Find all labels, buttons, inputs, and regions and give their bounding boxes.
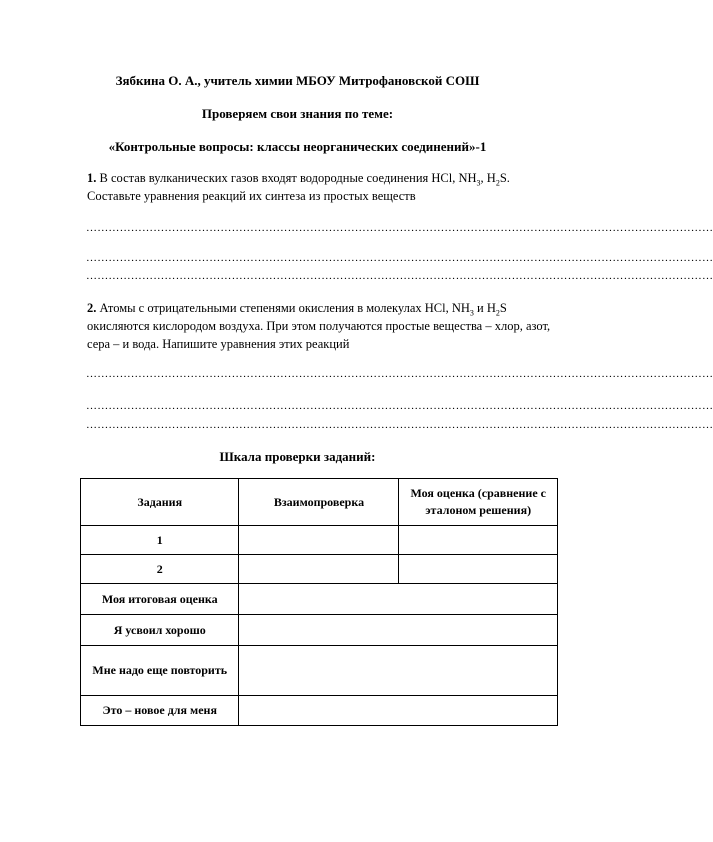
table-header-cell: Задания xyxy=(81,479,239,526)
scale-title: Шкала проверки заданий: xyxy=(219,449,376,464)
answer-line[interactable]: …………………………………………………………………………………………………………………………………………………… xyxy=(86,222,713,234)
table-row xyxy=(81,584,558,615)
answer-line[interactable]: …………………………………………………………………………………………………………………………………………………… xyxy=(86,252,713,264)
answer-line[interactable]: …………………………………………………………………………………………………………………………………………………… xyxy=(86,368,713,380)
table-row xyxy=(81,696,558,726)
subtitle: Проверяем свои знания по теме: xyxy=(201,106,394,121)
answer-line[interactable]: …………………………………………………………………………………………………………………………………………………… xyxy=(86,270,713,282)
summary-label: Моя итоговая оценка xyxy=(81,584,239,615)
summary-label: Мне надо еще повторить xyxy=(81,646,239,696)
question-number: 2. xyxy=(87,301,97,315)
assessment-table xyxy=(80,478,558,726)
self-score-cell[interactable] xyxy=(399,526,558,555)
summary-label: Это – новое для меня xyxy=(81,696,239,726)
topic-title: «Контрольные вопросы: классы неорганических соединений»-1 xyxy=(108,139,487,154)
question-number: 1. xyxy=(87,171,97,185)
summary-label: Я усвоил хорошо xyxy=(81,615,239,646)
table-row xyxy=(81,555,558,584)
table-row xyxy=(81,526,558,555)
summary-value-cell[interactable] xyxy=(239,646,558,696)
answer-line[interactable]: …………………………………………………………………………………………………………………………………………………… xyxy=(86,419,713,431)
question-1: 1. В состав вулканических газов входят водородные соединения HCl, $NH_3$, $H_2S$. Составьте уравнения реакций их синтеза из простых веществ xyxy=(87,171,510,203)
peer-check-cell[interactable] xyxy=(239,526,399,555)
table-header-row xyxy=(81,479,558,526)
task-number: 1 xyxy=(81,526,239,555)
author-line: Зябкина О. А., учитель химии МБОУ Митрофановской СОШ xyxy=(115,73,480,88)
summary-value-cell[interactable] xyxy=(239,584,558,615)
question-2: 2. Атомы с отрицательными степенями окисления в молекулах HCl, $NH_3$ и $H_2S$ окисляются кислородом воздуха. При этом получаются простые вещества – хлор, азот, сера – и вода. Напишите уравнения этих реакций xyxy=(87,301,551,351)
task-number: 2 xyxy=(81,555,239,584)
self-score-cell[interactable] xyxy=(399,555,558,584)
summary-value-cell[interactable] xyxy=(239,696,558,726)
summary-value-cell[interactable] xyxy=(239,615,558,646)
table-header-cell: Взаимопроверка xyxy=(239,479,399,526)
table-header-cell: Моя оценка (сравнение с эталоном решения) xyxy=(399,479,558,526)
peer-check-cell[interactable] xyxy=(239,555,399,584)
table-row xyxy=(81,646,558,696)
table-row xyxy=(81,615,558,646)
answer-line[interactable]: …………………………………………………………………………………………………………………………………………………… xyxy=(86,400,713,412)
